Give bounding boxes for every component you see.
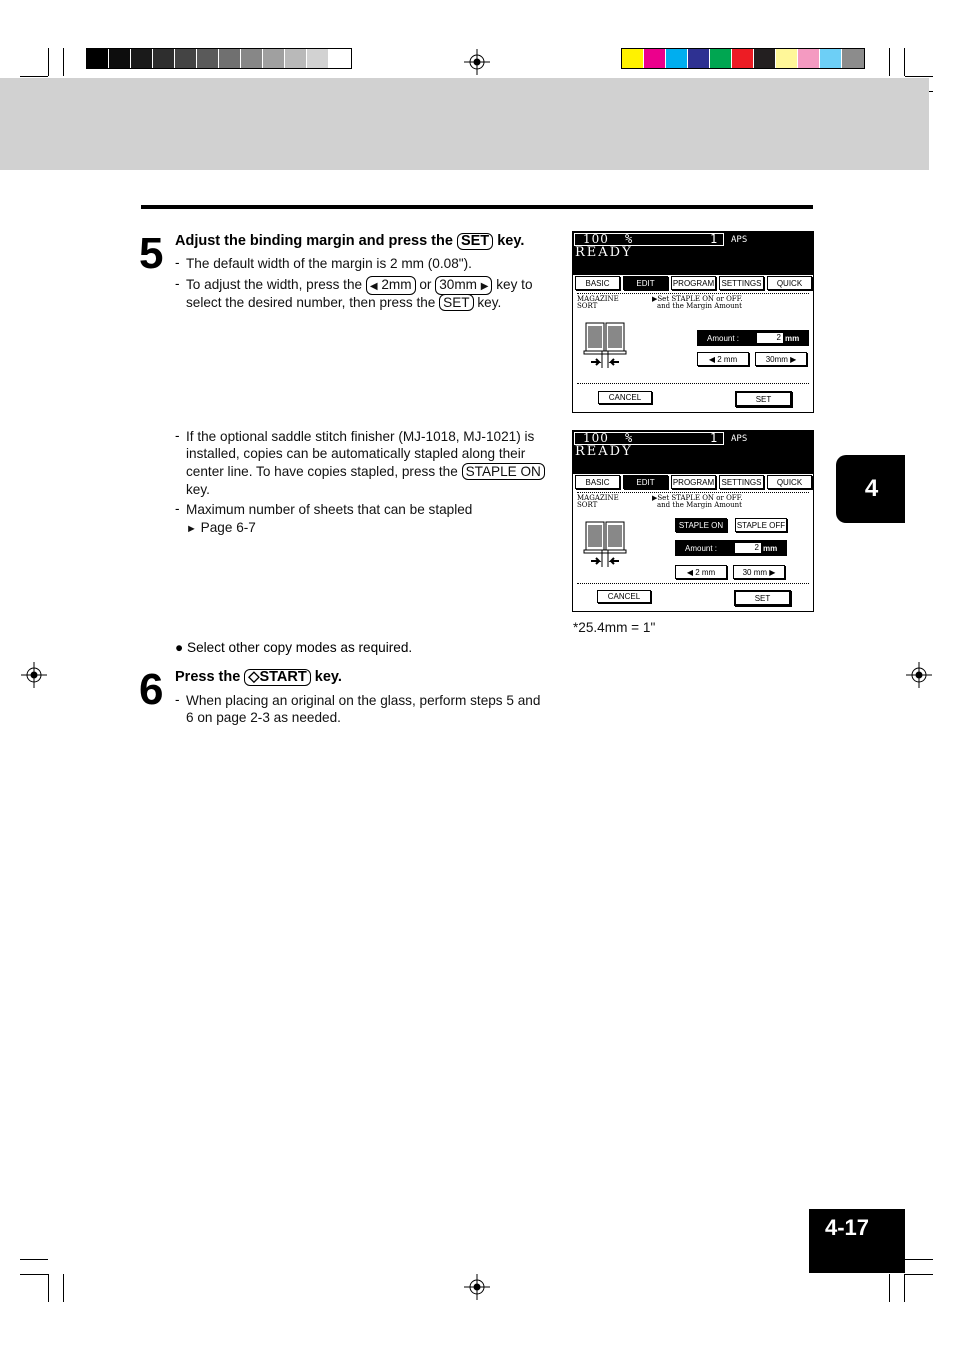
tab-edit[interactable]: EDIT <box>623 276 668 290</box>
tab-quick[interactable]: QUICK <box>767 276 812 290</box>
staple-on-button[interactable]: STAPLE ON <box>675 518 727 532</box>
gray-swatch <box>153 49 175 68</box>
crop-mark <box>889 1274 890 1302</box>
page-number: 4-17 <box>809 1209 905 1273</box>
instruction-text: 6 on page 2-3 as needed. <box>186 710 341 725</box>
amount-value: 2 <box>735 543 761 553</box>
color-swatch <box>732 49 754 68</box>
instruction-text: To adjust the width, press the ◀ 2mm or 30mm ▶ key to <box>186 276 533 295</box>
instruction-text: installed, copies can be automatically stapled along their <box>186 446 526 461</box>
gray-swatch <box>109 49 131 68</box>
amount-value: 2 <box>757 333 783 343</box>
gray-swatch <box>307 49 329 68</box>
screen-status-area: 100 % 1 APS READY <box>573 431 813 474</box>
set-button[interactable]: SET <box>734 590 791 606</box>
staple-off-button[interactable]: STAPLE OFF <box>735 518 787 532</box>
gray-swatch <box>197 49 219 68</box>
page-reference: ► Page 6-7 <box>186 520 256 535</box>
ready-status: READY <box>575 245 633 260</box>
amount-display: Amount : 2 mm <box>697 330 809 346</box>
gray-swatch <box>263 49 285 68</box>
section-rule <box>141 205 813 209</box>
registration-mark-icon <box>21 662 47 688</box>
step-number: 6 <box>139 665 163 714</box>
gray-swatch <box>87 49 109 68</box>
process-color-bar <box>621 48 865 69</box>
staple-on-key: STAPLE ON <box>462 463 545 480</box>
set-key: SET <box>457 233 493 250</box>
chapter-tab <box>836 455 905 523</box>
crop-mark <box>20 76 48 77</box>
increase-30mm-button[interactable]: 30 mm ▶ <box>733 565 785 579</box>
instruction-label: ▶Set STAPLE ON or OFF. <box>652 494 743 502</box>
tab-quick[interactable]: QUICK <box>767 475 812 489</box>
zoom-value: 100 <box>583 431 609 445</box>
crop-mark <box>48 48 49 76</box>
30mm-key: 30mm ▶ <box>435 276 492 295</box>
booklet-margin-icon <box>583 321 627 369</box>
header-band <box>0 78 929 170</box>
tab-edit[interactable]: EDIT <box>623 475 668 489</box>
step-heading: Press the ◇START key. <box>175 669 342 685</box>
pointer-arrow-icon: ► <box>186 523 197 535</box>
gray-swatch <box>285 49 307 68</box>
color-swatch <box>842 49 864 68</box>
color-swatch <box>644 49 666 68</box>
instruction-text: The default width of the margin is 2 mm (0.08"). <box>186 256 472 271</box>
decrease-2mm-button[interactable]: ◀ 2 mm <box>697 352 749 366</box>
gray-swatch <box>329 49 351 68</box>
bullet-icon: ● <box>175 640 184 655</box>
instruction-text: Maximum number of sheets that can be stapled <box>186 502 473 517</box>
tab-program[interactable]: PROGRAM <box>671 475 716 489</box>
start-key: ◇START <box>244 669 310 686</box>
crop-mark <box>904 1274 905 1302</box>
instruction-text: key. <box>186 482 210 497</box>
gray-swatch <box>131 49 153 68</box>
crop-mark <box>20 1274 48 1275</box>
crop-mark <box>20 1259 48 1260</box>
footnote: *25.4mm = 1" <box>573 620 656 635</box>
mode-label: SORT <box>577 302 598 310</box>
instruction-text: select the desired number, then press the SET key. <box>186 295 502 310</box>
gray-swatch <box>241 49 263 68</box>
crop-mark <box>63 1274 64 1302</box>
mode-label: MAGAZINE <box>577 295 619 303</box>
heading-text: Adjust the binding margin and press the <box>175 233 453 249</box>
color-swatch <box>710 49 732 68</box>
control-panel-screen <box>572 231 814 413</box>
tab-settings[interactable]: SETTINGS <box>719 276 764 290</box>
set-button[interactable]: SET <box>735 391 792 407</box>
color-swatch <box>820 49 842 68</box>
color-swatch <box>776 49 798 68</box>
color-swatch <box>798 49 820 68</box>
color-swatch <box>688 49 710 68</box>
start-diamond-icon: ◇ <box>248 669 260 685</box>
crop-mark <box>889 48 890 76</box>
grayscale-color-bar <box>86 48 352 69</box>
tab-basic[interactable]: BASIC <box>575 276 620 290</box>
control-panel-screen <box>572 430 814 612</box>
registration-mark-icon <box>464 49 490 75</box>
booklet-margin-icon <box>583 520 627 568</box>
zoom-value: 100 <box>583 232 609 246</box>
cancel-button[interactable]: CANCEL <box>597 590 651 603</box>
chapter-number: 4 <box>864 475 879 502</box>
instruction-label: and the Margin Amount <box>657 302 742 310</box>
tab-basic[interactable]: BASIC <box>575 475 620 489</box>
amount-display: Amount : 2 mm <box>675 540 787 556</box>
tab-program[interactable]: PROGRAM <box>671 276 716 290</box>
registration-mark-icon <box>906 662 932 688</box>
mode-label: SORT <box>577 501 598 509</box>
instruction-text: If the optional saddle stitch finisher (MJ-1018, MJ-1021) is <box>186 429 535 444</box>
color-swatch <box>666 49 688 68</box>
cancel-button[interactable]: CANCEL <box>598 391 652 404</box>
crop-mark <box>904 48 905 76</box>
step-heading <box>175 232 524 250</box>
crop-mark <box>63 48 64 76</box>
instruction-text: center line. To have copies stapled, press the STAPLE ON <box>186 463 545 481</box>
registration-mark-icon <box>464 1274 490 1300</box>
instruction-label: and the Margin Amount <box>657 501 742 509</box>
crop-mark <box>905 1259 933 1260</box>
aps-indicator: APS <box>731 434 748 444</box>
bullet-item: ● Select other copy modes as required. <box>175 640 413 655</box>
tab-settings[interactable]: SETTINGS <box>719 475 764 489</box>
aps-indicator: APS <box>731 235 748 245</box>
increase-30mm-button[interactable]: 30mm ▶ <box>755 352 807 366</box>
crop-mark <box>905 76 933 77</box>
2mm-key: ◀ 2mm <box>366 276 416 295</box>
heading-text: key. <box>497 233 525 249</box>
decrease-2mm-button[interactable]: ◀ 2 mm <box>675 565 727 579</box>
color-swatch <box>622 49 644 68</box>
copy-count: 1 <box>710 232 718 246</box>
gray-swatch <box>219 49 241 68</box>
crop-mark <box>48 1274 49 1302</box>
color-swatch <box>754 49 776 68</box>
copy-count: 1 <box>710 431 718 445</box>
step-number: 5 <box>139 229 163 278</box>
mode-label: MAGAZINE <box>577 494 619 502</box>
instruction-text: When placing an original on the glass, perform steps 5 and <box>186 693 541 708</box>
crop-mark <box>905 1274 933 1275</box>
instruction-label: ▶Set STAPLE ON or OFF. <box>652 295 743 303</box>
set-key: SET <box>439 294 473 311</box>
gray-swatch <box>175 49 197 68</box>
ready-status: READY <box>575 444 633 459</box>
screen-status-area: 100 % 1 APS READY <box>573 232 813 275</box>
